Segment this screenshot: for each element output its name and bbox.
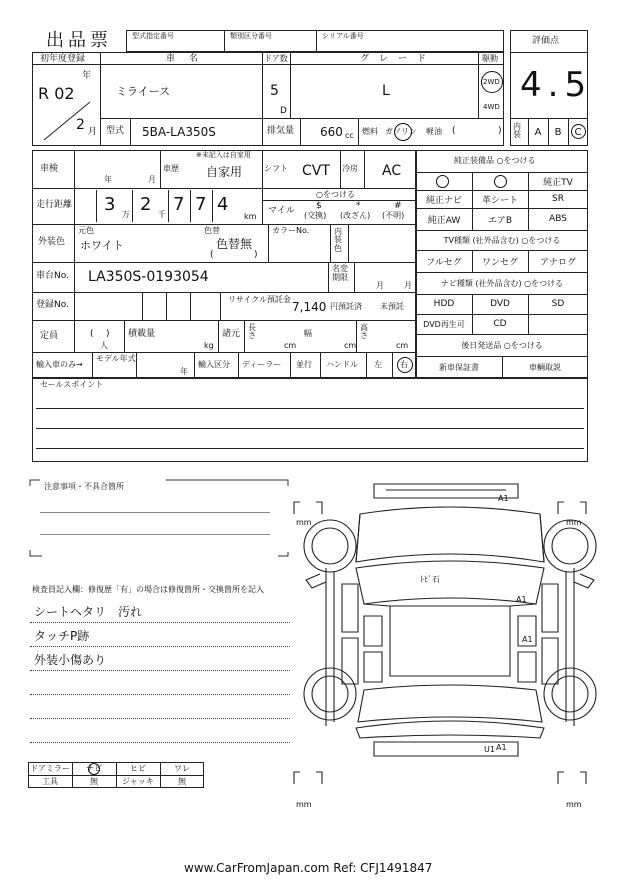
capacity-paren-close: ) <box>106 329 110 339</box>
navi-hdd: HDD <box>433 299 455 309</box>
check-jack-value: 無 <box>178 777 186 786</box>
later-title: 後日発送品 ○をつける <box>461 340 543 350</box>
mileage-man-unit: 万 <box>122 210 130 219</box>
odometer-unknown: (不明) <box>382 211 405 220</box>
equip-tv: 純正TV <box>543 177 573 188</box>
equip-leather: 革シート <box>481 195 518 206</box>
rating-value: 4.5 <box>520 65 593 105</box>
smart-key-icon <box>494 175 507 188</box>
fuel-value: ガソリン <box>385 127 417 136</box>
handle-left: 左 <box>374 360 382 369</box>
reg-no-label: 登録No. <box>36 300 69 310</box>
check-mirror: ドアミラー <box>30 764 70 773</box>
light-oil-label: 軽油 <box>426 127 442 136</box>
mileage-label: 走行距離 <box>36 200 73 210</box>
handle-label: ハンドル <box>326 360 358 369</box>
color-paren-open: ( <box>210 250 214 260</box>
mark-right-rear-door: A1 <box>522 635 533 644</box>
odometer-exchanged-symbol: $ <box>316 201 322 211</box>
interior-grade-b: B <box>554 126 562 138</box>
model-label: 型式 <box>106 126 125 136</box>
inspection-label: 車検 <box>40 164 59 174</box>
grade-value: L <box>382 83 390 99</box>
aircon-label: 冷房 <box>342 164 358 173</box>
mark-right-front-door: A1 <box>516 595 527 604</box>
recycle-paid: 円預託済 <box>330 302 362 311</box>
int-color-label: 内装色 <box>334 227 342 253</box>
recycle-label-1: リサイクル預託金 <box>228 295 291 304</box>
check-tools: 工具 <box>42 777 58 786</box>
car-name: ミライース <box>116 85 171 98</box>
mileage-km-unit: km <box>244 212 257 221</box>
mark-windshield: ﾄﾋﾞ石 <box>420 575 440 584</box>
width-cm-unit: cm <box>344 341 357 350</box>
note-line-2: タッチP跡 <box>34 629 90 643</box>
door-label: ドア数 <box>264 54 288 63</box>
equip-airbag: エアB <box>487 215 513 226</box>
first-reg-slash <box>40 98 98 144</box>
equip-abs: ABS <box>549 214 567 224</box>
inspection-month-unit: 月 <box>148 175 156 184</box>
note-line-1: シートヘタリ 汚れ <box>34 605 143 619</box>
model-year-unit: 年 <box>180 367 188 376</box>
mileage-digit-3: 7 <box>173 194 185 215</box>
interior-label: 内装 <box>513 122 521 139</box>
equip-sr: SR <box>552 194 564 204</box>
load-label: 積載量 <box>128 329 156 339</box>
sales-points-label: セールスポイント <box>40 380 104 389</box>
check-crack: ヒビ <box>130 764 146 773</box>
check-jack: ジャッキ <box>122 777 154 786</box>
tyre-mm-fl: mm <box>296 518 312 527</box>
mark-rear-bumper-a1: A1 <box>496 743 507 752</box>
odometer-altered: (改ざん) <box>340 211 371 220</box>
capacity-label: 定員 <box>40 331 59 341</box>
length-cm-unit: cm <box>284 341 297 350</box>
page-title: 出品票 <box>46 30 112 51</box>
fuel-circle-mark <box>394 123 412 141</box>
tyre-mm-fr: mm <box>566 518 582 527</box>
name-change-month-unit: 月 <box>376 281 384 290</box>
equip-aw: 純正AW <box>427 215 461 226</box>
equipment-title: 純正装備品 ○をつける <box>454 156 536 165</box>
equip-navi: 純正ナビ <box>425 195 462 206</box>
navi-title: ナビ種類 (社外品含む) ○をつける <box>440 278 564 288</box>
navi-dvd-play: DVD再生可 <box>423 319 465 329</box>
tv-oneseg: ワンセグ <box>481 257 518 268</box>
length-label: 長さ <box>248 323 256 340</box>
capacity-unit: 人 <box>100 341 108 350</box>
model-year-label: モデル年式 <box>96 354 136 363</box>
later-warranty: 新車保証書 <box>439 362 479 372</box>
width-label: 幅 <box>304 329 312 338</box>
car-name-label: 車名 <box>166 54 213 64</box>
mileage-digit-5: 4 <box>217 194 229 215</box>
model-value: 5BA-LA350S <box>142 125 216 139</box>
class-no-label: 類別区分番号 <box>230 32 272 40</box>
first-reg-month: 2 <box>76 117 85 133</box>
navi-dvd: DVD <box>490 299 510 309</box>
tyre-mm-rr: mm <box>566 800 582 809</box>
tv-title: TV種類 (社外品含む) ○をつける <box>443 235 561 245</box>
keyless-icon <box>436 175 449 188</box>
note-line-3: 外装小傷あり <box>34 653 107 667</box>
odometer-exchanged: (交換) <box>304 211 327 220</box>
ext-color-label: 外装色 <box>38 237 66 247</box>
name-change-day-unit: 月 <box>404 281 412 290</box>
recycle-unpaid: 未預託 <box>380 302 404 311</box>
height-cm-unit: cm <box>396 341 409 350</box>
handle-circle-mark <box>397 357 413 373</box>
name-change-label: 名変期限 <box>332 264 348 282</box>
displacement-value: 660 <box>320 125 343 139</box>
import-dealer: ディーラー <box>242 360 282 369</box>
drive-4wd: 4WD <box>483 103 500 111</box>
displacement-label: 排気量 <box>267 126 295 136</box>
orig-color-label: 元色 <box>78 226 94 235</box>
inspection-year-unit: 年 <box>104 175 112 184</box>
odometer-unknown-symbol: # <box>394 201 402 211</box>
color-change-label: 色替 <box>204 226 220 235</box>
mileage-digit-4: 7 <box>195 194 207 215</box>
drive-label: 駆動 <box>482 54 498 63</box>
car-damage-diagram <box>290 476 610 816</box>
notes-title: 注意事項・不具合箇所 <box>44 482 124 491</box>
first-reg-era: R 02 <box>38 84 75 103</box>
color-change-value: 色替無 <box>216 237 253 251</box>
fuel-label: 燃料 <box>362 127 378 136</box>
spec-table <box>32 150 416 378</box>
fuel-paren-close: ) <box>498 126 502 136</box>
odometer-circle-note: ○をつける <box>316 190 355 199</box>
notes-frame <box>26 476 296 560</box>
check-break: ワレ <box>174 764 190 773</box>
sales-points-box <box>32 378 588 462</box>
tv-fullseg: フルセグ <box>426 257 462 268</box>
mileage-digit-1: 3 <box>104 194 116 215</box>
history-note: ※未記入は自家用 <box>196 151 251 159</box>
check-tools-value: 無 <box>90 777 98 786</box>
aircon-value: AC <box>382 163 402 179</box>
footer-reference: www.CarFromJapan.com Ref: CFJ1491847 <box>184 861 433 875</box>
height-label: 高さ <box>360 323 368 340</box>
navi-sd: SD <box>551 299 565 309</box>
handle-right: 右 <box>400 360 408 369</box>
cc-unit: cc <box>345 131 354 140</box>
first-reg-year-unit: 年 <box>82 71 92 81</box>
capacity-paren-open: ( <box>90 329 94 339</box>
type-no-label: 型式指定番号 <box>132 32 174 40</box>
color-no-label: カラーNo. <box>272 226 310 235</box>
dims-label: 諸元 <box>222 329 241 339</box>
recycle-amount: 7,140 <box>292 300 327 314</box>
odometer-altered-symbol: * <box>356 201 361 211</box>
later-manual: 車輌取説 <box>529 362 561 372</box>
tyre-mm-rl: mm <box>296 800 312 809</box>
door-suffix: D <box>280 106 287 116</box>
load-kg-unit: kg <box>204 341 214 350</box>
shift-value: CVT <box>302 163 330 179</box>
serial-label: シリアル番号 <box>322 32 364 40</box>
mark-rear-bumper-u1: U1 <box>484 745 495 754</box>
orig-color-value: ホワイト <box>80 239 124 252</box>
mileage-digit-2: 2 <box>140 194 152 215</box>
chassis-label: 車台No. <box>36 271 69 281</box>
drive-2wd: 2WD <box>483 78 500 86</box>
rating-label: 評価点 <box>532 36 560 46</box>
mileage-sen-unit: 千 <box>158 210 166 219</box>
tv-analog: アナログ <box>539 257 576 268</box>
import-class-label: 輸入区分 <box>198 360 230 369</box>
shift-label: シフト <box>264 164 288 173</box>
fuel-paren-open: ( <box>452 126 456 136</box>
mark-front-bumper: A1 <box>498 494 509 503</box>
chassis-value: LA350S-0193054 <box>88 269 209 285</box>
header-number-row <box>126 30 504 52</box>
import-parallel: 並行 <box>296 360 312 369</box>
interior-circle-mark <box>571 124 586 139</box>
history-label: 車歴 <box>163 164 179 173</box>
interior-grade-a: A <box>534 126 542 138</box>
import-label: 輸入車のみ→ <box>36 360 83 369</box>
door-count: 5 <box>270 83 279 99</box>
color-paren-close: ) <box>254 250 258 260</box>
grade-label: グレード <box>360 54 437 64</box>
odometer-mile: マイル <box>268 206 295 216</box>
first-reg-month-unit: 月 <box>88 127 98 137</box>
first-reg-label: 初年度登録 <box>40 54 86 64</box>
interior-grade-c: C <box>574 126 582 138</box>
navi-cd: CD <box>493 319 507 329</box>
check-navi: ナビ <box>86 764 102 773</box>
inspector-note: 検査員記入欄：修復歴「有」の場合は修復箇所・交換箇所を記入 <box>32 585 264 594</box>
check-navi-circle <box>88 763 100 775</box>
history-value: 自家用 <box>206 165 243 179</box>
